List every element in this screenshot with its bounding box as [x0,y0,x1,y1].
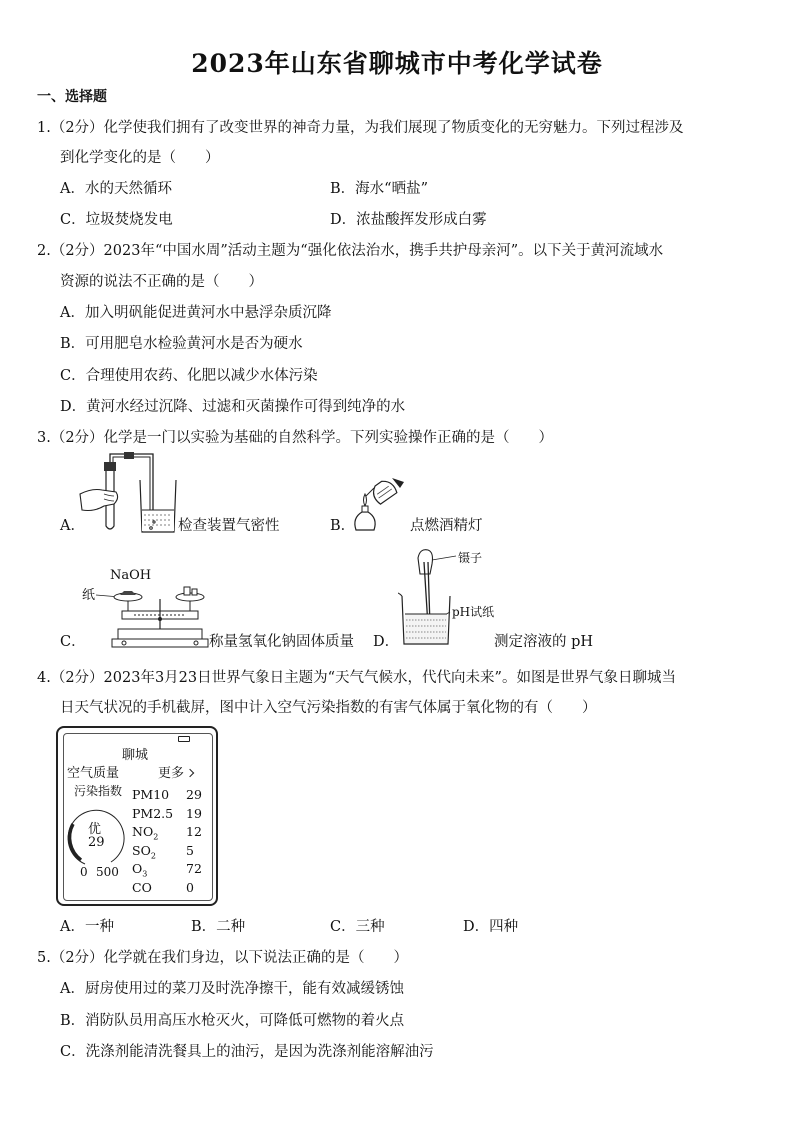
phone-more-label: 更多 [158,766,185,781]
pollutant-value: 72 [186,861,202,876]
pollutant-name: NO [132,824,154,839]
q5-option-a: A．厨房使用过的菜刀及时洗净擦干，能有效减缓锈蚀 [60,981,404,997]
q3-figure-d-ph-test [398,544,502,648]
q3-option-c-text: 称量氢氧化钠固体质量 [209,634,354,650]
pollutant-name: PM10 [132,787,170,802]
q2-option-b: B．可用肥皂水检验黄河水是否为硬水 [60,336,303,352]
pollutant-value: 12 [186,824,202,839]
q3-figure-c-balance [80,563,220,651]
q3-option-d-text: 测定溶液的 pH [494,634,594,650]
phone-more-link [158,762,193,781]
pollutant-name: SO [132,842,151,858]
pollutant-row [132,860,208,879]
pollutant-value: 0 [186,879,194,895]
q1-option-a: A．水的天然循环 [60,181,172,197]
q3-fig-c-naoh-label: NaOH [110,568,152,583]
q4-stem-line2: 日天气状况的手机截屏，图中计入空气污染指数的有害气体属于氧化物的有（ ） [60,700,597,716]
phone-aqi-value: 29 [88,835,105,850]
q2-stem-line1: 2.（2分）2023年“中国水周”活动主题为“强化依法治水，携手共护母亲河”。以下关于黄河流域水 [37,243,664,259]
pollutant-row [132,786,208,805]
q3-option-b-text: 点燃酒精灯 [410,518,483,534]
q3-figure-b-alcohol-lamp [348,474,408,536]
phone-pollution-index-label: 污染指数 [74,784,123,798]
phone-scale-max: 500 [96,865,119,879]
pollutant-row [132,879,208,898]
phone-city: 聊城 [122,748,149,763]
pollutant-value: 29 [186,787,202,802]
pollutant-row [132,805,208,824]
q3-option-d-letter: D． [373,634,400,650]
pollutant-subscript: 2 [150,851,156,860]
q4-stem-line1: 4.（2分）2023年3月23日世界气象日主题为“天气气候水，代代向未来”。如图是世界气象日聊城当 [37,670,676,686]
q3-option-a-text: 检查装置气密性 [178,518,280,534]
q1-stem-line2: 到化学变化的是（ ） [60,150,220,166]
chevron-right-icon [186,769,194,777]
q4-phone-figure [56,726,218,906]
pollutant-name: PM2.5 [132,805,174,821]
phone-scale-min: 0 [80,865,88,879]
phone-aqi-level: 优 [88,822,102,837]
pollutant-row [132,842,208,861]
phone-air-quality-label: 空气质量 [67,766,120,781]
pollutant-value: 19 [186,805,202,821]
pollutant-name: O [132,861,143,876]
phone-battery-icon [178,736,190,742]
q3-figure-a-airtightness-check [78,452,180,536]
page-title: 2023年山东省聊城市中考化学试卷 [191,49,603,78]
q4-option-c: C．三种 [330,919,385,935]
q1-stem-line1: 1.（2分）化学使我们拥有了改变世界的神奇力量，为我们展现了物质变化的无穷魅力。下列过程涉及 [37,120,684,136]
q3-fig-d-tweezers-label: 镊子 [458,551,483,565]
pollutant-name: CO [132,879,152,895]
q5-stem: 5.（2分）化学就在我们身边，以下说法正确的是（ ） [37,950,409,966]
q3-option-a-letter: A． [60,518,85,534]
q1-option-c: C．垃圾焚烧发电 [60,212,173,228]
q5-option-b: B．消防队员用高压水枪灭火，可降低可燃物的着火点 [60,1013,405,1029]
q3-stem: 3.（2分）化学是一门以实验为基础的自然科学。下列实验操作正确的是（ ） [37,430,554,446]
q5-option-c: C．洗涤剂能清洗餐具上的油污，是因为洗涤剂能溶解油污 [60,1044,434,1060]
phone-pollutant-table [132,786,208,897]
pollutant-row [132,823,208,842]
q2-option-d: D．黄河水经过沉降、过滤和灭菌操作可得到纯净的水 [60,399,406,415]
q1-option-d: D．浓盐酸挥发形成白雾 [330,212,487,228]
q4-option-b: B．二种 [191,919,246,935]
q4-option-a: A．一种 [60,919,114,935]
q2-option-a: A．加入明矾能促进黄河水中悬浮杂质沉降 [60,305,332,321]
q2-stem-line2: 资源的说法不正确的是（ ） [60,274,263,290]
pollutant-subscript: 2 [153,832,159,842]
section-heading: 一、选择题 [37,89,107,105]
pollutant-subscript: 3 [142,869,148,879]
q4-option-d: D．四种 [463,919,519,935]
q1-option-b: B．海水“晒盐” [330,181,428,197]
q2-option-c: C．合理使用农药、化肥以减少水体污染 [60,368,318,384]
q3-fig-c-paper-label: 纸 [82,588,96,603]
q3-fig-d-ph-paper-label: pH试纸 [452,605,495,619]
q3-option-b-letter: B． [330,518,356,534]
pollutant-value: 5 [186,842,194,858]
q3-option-c-letter: C． [60,634,86,650]
